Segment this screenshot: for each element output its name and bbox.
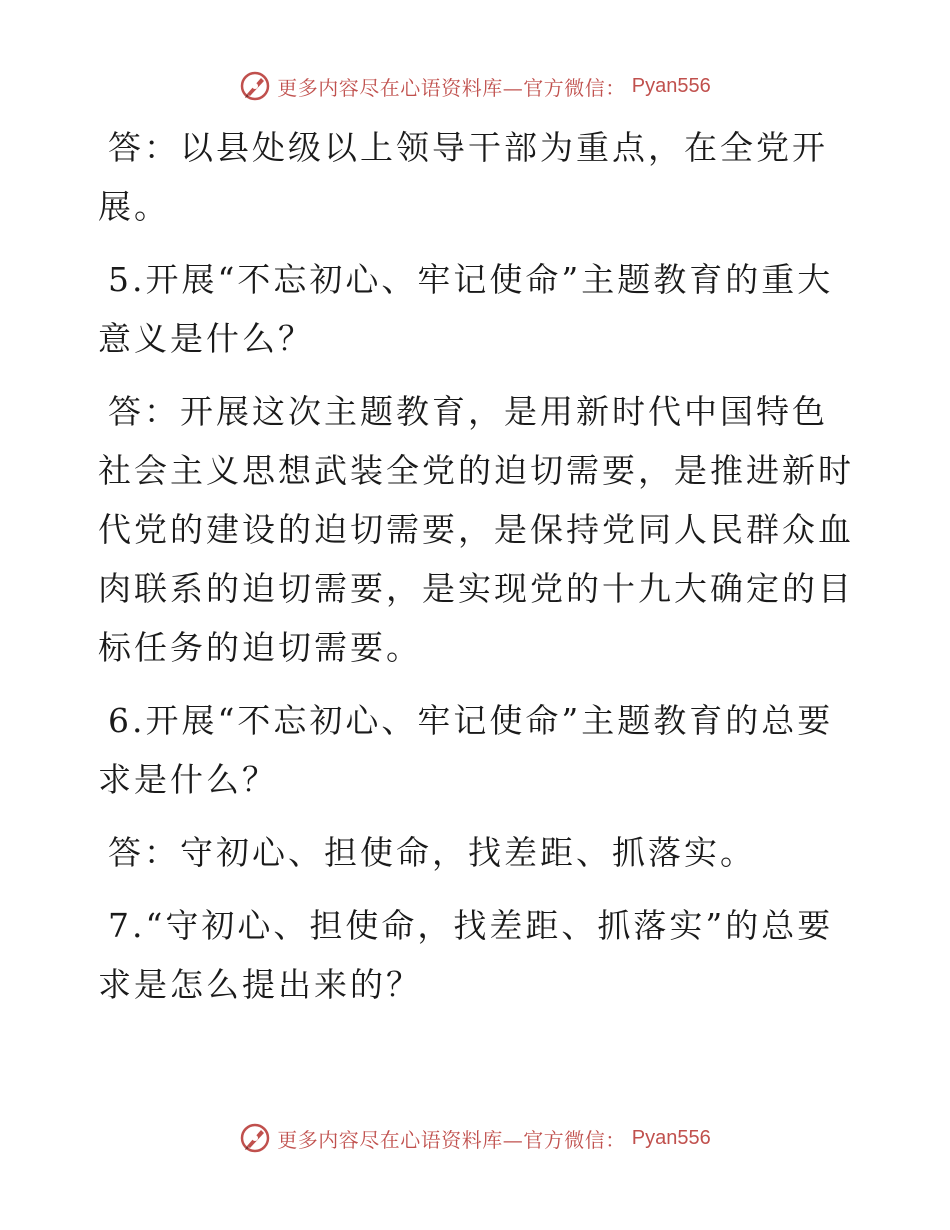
question-paragraph: 6.开展“不忘初心、牢记使命”主题教育的总要求是什么？ [98, 701, 834, 799]
header-banner [0, 70, 950, 102]
quill-pen-logo-icon [239, 1122, 271, 1154]
question-paragraph: 5.开展“不忘初心、牢记使命”主题教育的重大意义是什么？ [98, 260, 834, 358]
document-body [98, 118, 858, 1028]
answer-paragraph: 答：开展这次主题教育，是用新时代中国特色社会主义思想武装全党的迫切需要，是推进新时代党的建设的迫切需要，是保持党同人民群众血肉联系的迫切需要，是实现党的十九大确定的目标任务的迫切需要。 [98, 392, 854, 667]
answer-paragraph: 答：守初心、担使命，找差距、抓落实。 [108, 833, 756, 872]
wechat-id: Pyan556 [631, 1126, 711, 1149]
question-paragraph: 7.“守初心、担使命，找差距、抓落实”的总要求是怎么提出来的？ [98, 906, 834, 1004]
footer-banner [0, 1122, 950, 1154]
quill-pen-logo-icon [239, 70, 271, 102]
answer-paragraph: 答：以县处级以上领导干部为重点，在全党开展。 [98, 128, 828, 226]
banner-text: 更多内容尽在心语资料库—官方微信： [277, 75, 626, 100]
banner-text: 更多内容尽在心语资料库—官方微信： [277, 1127, 626, 1152]
wechat-id: Pyan556 [631, 74, 711, 97]
